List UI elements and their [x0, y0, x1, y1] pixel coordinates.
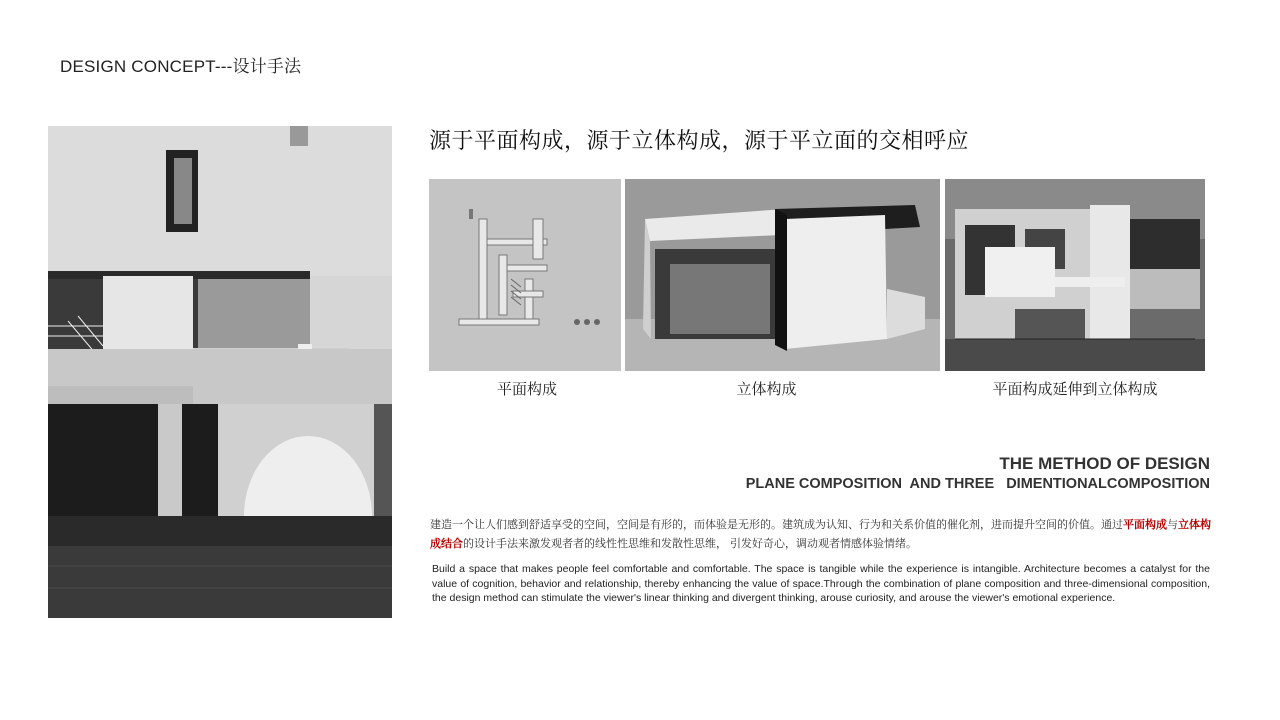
cn-text-part1: 建造一个让人们感到舒适享受的空间，空间是有形的，而体验是无形的。建筑成为认知、行为和关系价值的催化剂，进而提升空间的价值。通过 — [430, 519, 1123, 531]
english-description: Build a space that makes people feel comfortable and comfortable. The space is tangible while the experience is intangible. Architecture becomes a catalyst for the value of cognition, behavior and relationship, thereby enhancing the value of space.Through the combination of plane composition and three-dimensional composition, the design method can stimulate the viewer's linear thinking and divergent thinking, arouse curiosity, and arouse the viewer's emotional experience. — [432, 563, 1210, 605]
cn-highlight-3d: 立体构成结合 — [430, 519, 1211, 550]
chinese-description — [430, 516, 1211, 554]
cn-highlight-plane: 平面构成 — [1123, 519, 1167, 531]
page-title: DESIGN CONCEPT---设计手法 — [60, 57, 302, 76]
method-subtitle: PLANE COMPOSITION AND THREE DIMENTIONALCOMPOSITION — [745, 476, 1210, 492]
caption-three-dimensional-composition: 立体构成 — [736, 381, 797, 398]
building-photo-image — [945, 179, 1205, 371]
main-architecture-photo — [48, 126, 392, 618]
caption-plane-composition: 平面构成 — [496, 381, 557, 398]
plane-composition-image — [429, 179, 621, 371]
caption-plane-to-3d: 平面构成延伸到立体构成 — [992, 381, 1158, 398]
headline: 源于平面构成，源于立体构成，源于平立面的交相呼应 — [429, 128, 970, 153]
cn-text-part2: 与 — [1167, 519, 1178, 531]
cn-text-part3: 的设计手法来激发观者者的线性性思维和发散性思维， 引发好奇心，调动观者情感体验情绪。 — [463, 538, 918, 550]
three-dimensional-composition-image — [625, 179, 940, 371]
method-title: THE METHOD OF DESIGN — [999, 454, 1210, 473]
